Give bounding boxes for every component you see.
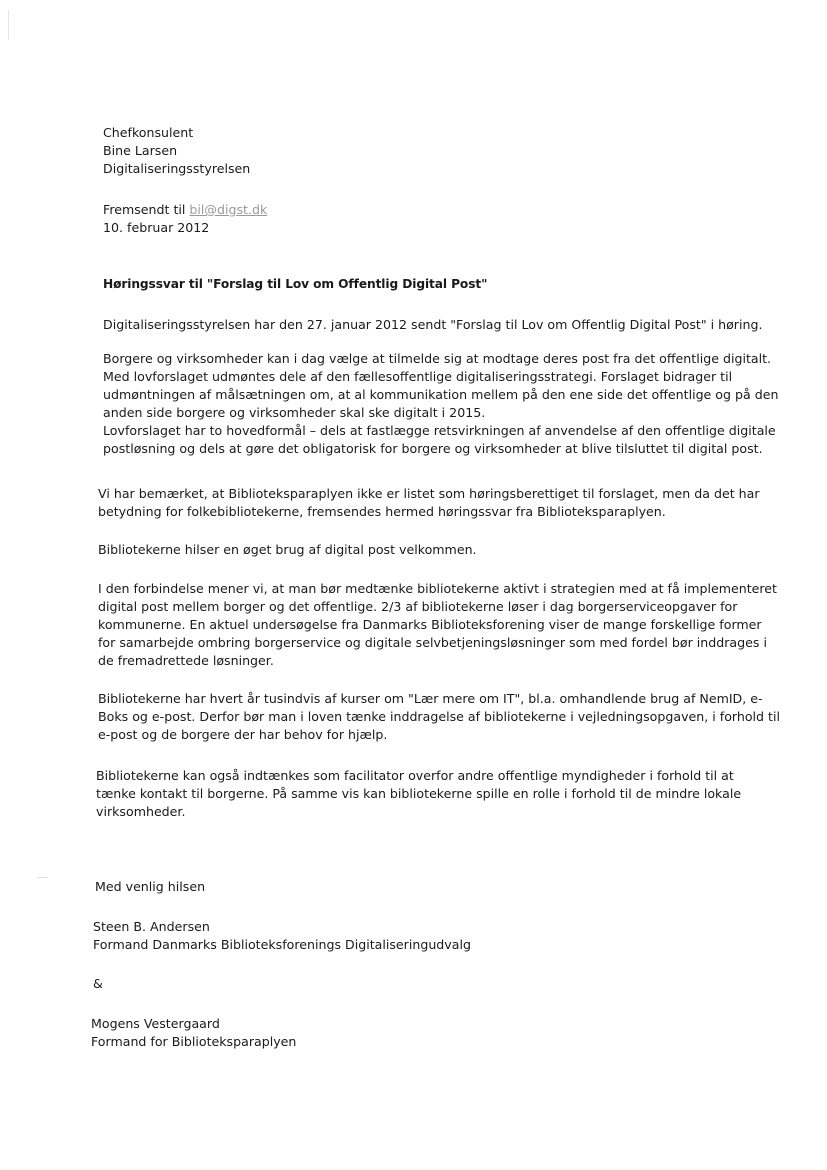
paragraph-line: Boks og e-post. Derfor bør man i loven tænke inddragelse af bibliotekerne i vejledningsopgaven, i forhold til — [98, 709, 780, 724]
paragraph-line: anden side borgere og virksomheder skal ske digitalt i 2015. — [103, 405, 486, 420]
closing-greeting: Med venlig hilsen — [95, 879, 206, 894]
paragraph — [98, 580, 777, 670]
signatory-name: Mogens Vestergaard — [91, 1016, 220, 1031]
paragraph — [103, 316, 762, 334]
recipient-organization: Digitaliseringsstyrelsen — [103, 161, 251, 176]
sent-line — [103, 201, 267, 219]
email-link[interactable]: bil@digst.dk — [189, 202, 268, 217]
sent-info — [103, 201, 267, 237]
signatory-role: Formand for Biblioteksparaplyen — [91, 1034, 297, 1049]
paragraph-line: e-post og de borgere der har behov for hjælp. — [98, 727, 388, 742]
recipient-address — [103, 124, 250, 178]
paragraph-line: Med lovforslaget udmøntes dele af den fællesoffentlige digitaliseringsstrategi. Forslaget bidrager til — [103, 369, 733, 384]
paragraph — [103, 350, 778, 458]
paragraph-line: tænke kontakt til borgerne. På samme vis kan bibliotekerne spille en rolle i forhold til de mindre lokale — [96, 786, 742, 801]
ampersand: & — [93, 976, 103, 991]
signatory-name: Steen B. Andersen — [93, 919, 210, 934]
signatory-1 — [93, 918, 471, 954]
paragraph-line: Vi har bemærket, at Biblioteksparaplyen ikke er listet som høringsberettiget til forslaget, men da det har — [98, 486, 760, 501]
paragraph-line: Bibliotekerne kan også indtænkes som facilitator overfor andre offentlige myndigheder i forhold til at — [96, 768, 734, 783]
paragraph-line: Bibliotekerne har hvert år tusindvis af kurser om "Lær mere om IT", bl.a. omhandlende brug af NemID, e- — [98, 691, 763, 706]
paragraph-line: de fremadrettede løsninger. — [98, 653, 274, 668]
paragraph-line: kommunerne. En aktuel undersøgelse fra Danmarks Biblioteksforening viser de mange forskellige former — [98, 617, 762, 632]
sent-prefix: Fremsendt til — [103, 202, 186, 217]
scan-edge-mark — [8, 10, 9, 40]
paragraph-line: Lovforslaget har to hovedformål – dels at fastlægge retsvirkningen af anvendelse af den offentlige digitale — [103, 423, 776, 438]
recipient-title: Chefkonsulent — [103, 125, 194, 140]
paragraph — [96, 767, 741, 821]
paragraph-line: Bibliotekerne hilser en øget brug af digital post velkommen. — [98, 542, 477, 557]
signatory-role: Formand Danmarks Biblioteksforenings Digitaliseringudvalg — [93, 937, 471, 952]
paragraph — [98, 541, 477, 559]
paragraph-line: udmøntningen af målsætningen om, at al kommunikation mellem på den ene side det offentlige og på den — [103, 387, 779, 402]
paragraph-line: I den forbindelse mener vi, at man bør medtænke bibliotekerne aktivt i strategien med at få implementeret — [98, 581, 777, 596]
letter-date: 10. februar 2012 — [103, 220, 210, 235]
letter-subject: Høringssvar til "Forslag til Lov om Offentlig Digital Post" — [103, 277, 488, 291]
scan-dust-mark — [38, 877, 48, 878]
paragraph-line: digital post mellem borger og det offentlige. 2/3 af bibliotekerne løser i dag borgerserviceopgaver for — [98, 599, 738, 614]
paragraph — [98, 690, 780, 744]
paragraph-line: virksomheder. — [96, 804, 186, 819]
signatory-2 — [91, 1015, 296, 1051]
paragraph-line: for samarbejde ombring borgerservice og digitale selvbetjeningsløsninger som med fordel bør inddrages i — [98, 635, 767, 650]
paragraph-line: betydning for folkebibliotekerne, fremsendes hermed høringssvar fra Biblioteksparaplyen. — [98, 504, 666, 519]
recipient-name: Bine Larsen — [103, 143, 178, 158]
paragraph — [98, 485, 760, 521]
paragraph-line: Digitaliseringsstyrelsen har den 27. januar 2012 sendt "Forslag til Lov om Offentlig Digital Post" i høring. — [103, 317, 763, 332]
paragraph-line: Borgere og virksomheder kan i dag vælge at tilmelde sig at modtage deres post fra det offentlige digitalt. — [103, 351, 772, 366]
paragraph-line: postløsning og dels at gøre det obligatorisk for borgere og virksomheder at blive tilsluttet til digital post. — [103, 441, 763, 456]
